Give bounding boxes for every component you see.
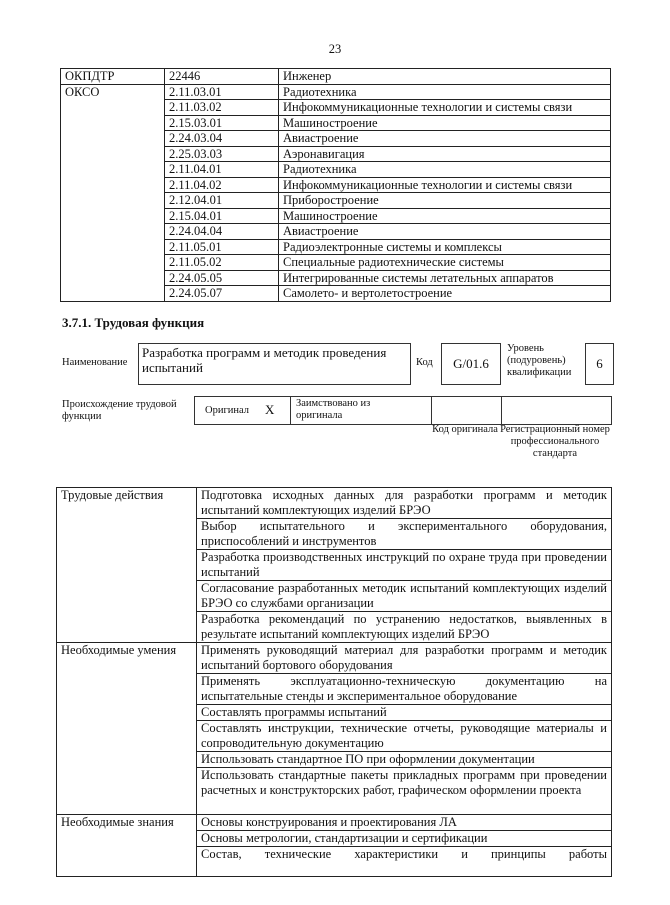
classifier-title: Авиастроение xyxy=(279,131,611,147)
classifier-name xyxy=(61,193,165,209)
skill-row xyxy=(57,643,612,674)
classifier-name xyxy=(61,100,165,116)
knowledge-item-row xyxy=(57,815,612,831)
classifier-code: 2.24.04.04 xyxy=(165,224,279,240)
classifier-row xyxy=(61,162,611,178)
origin-row xyxy=(194,396,612,425)
labor-action: Согласование разработанных методик испытаний комплектующих изделий БРЭО со службами организации xyxy=(197,581,612,612)
labor-action: Разработка производственных инструкций по охране труда при проведении испытаний xyxy=(197,550,612,581)
classifier-row xyxy=(61,270,611,286)
classifier-name xyxy=(61,146,165,162)
classifier-row xyxy=(61,286,611,302)
details-table xyxy=(56,487,612,877)
skill: Использовать стандартные пакеты прикладных программ при проведении расчетных и конструкторских работ, графическом оформлении проекта xyxy=(197,768,612,815)
classifier-code: 2.15.03.01 xyxy=(165,115,279,131)
details-container xyxy=(56,487,616,861)
classifier-code: 2.24.05.05 xyxy=(165,270,279,286)
classifier-title: Радиотехника xyxy=(279,162,611,178)
classifier-row xyxy=(61,131,611,147)
classifier-row xyxy=(61,224,611,240)
classifier-row xyxy=(61,255,611,271)
classifier-name xyxy=(61,208,165,224)
classifier-title: Интегрированные системы летательных аппаратов xyxy=(279,270,611,286)
classifier-title: Приборостроение xyxy=(279,193,611,209)
classifier-title: Инфокоммуникационные технологии и системы связи xyxy=(279,100,611,116)
actions-label: Трудовые действия xyxy=(57,488,197,643)
classifier-code: 2.11.04.01 xyxy=(165,162,279,178)
classifier-title: Инженер xyxy=(279,69,611,85)
borrowed-label: Заимствовано из оригинала xyxy=(296,398,371,421)
level-value: 6 xyxy=(585,343,614,385)
registration-number-caption: Регистрационный номер профессионального стандарта xyxy=(500,424,610,459)
classifier-title: Самолето- и вертолетостроение xyxy=(279,286,611,302)
classifier-row xyxy=(61,239,611,255)
function-code-value: G/01.6 xyxy=(441,343,501,385)
original-code-caption: Код оригинала xyxy=(432,424,498,435)
classifier-name xyxy=(61,224,165,240)
skill: Применять руководящий материал для разработки программ и методик испытаний бортового оборудования xyxy=(197,643,612,674)
classifier-code: 2.11.03.02 xyxy=(165,100,279,116)
classifier-row xyxy=(61,146,611,162)
classifier-title: Специальные радиотехнические системы xyxy=(279,255,611,271)
classifier-code: 2.24.05.07 xyxy=(165,286,279,302)
knowledge-item: Состав, технические характеристики и принципы работы xyxy=(197,847,612,877)
classifier-name xyxy=(61,270,165,286)
skill: Применять эксплуатационно-техническую документацию на испытательные стенды и экспериментальное оборудование xyxy=(197,674,612,705)
classifier-name xyxy=(61,162,165,178)
name-label: Наименование xyxy=(62,357,128,368)
classifier-code: 2.11.05.01 xyxy=(165,239,279,255)
skill: Использовать стандартное ПО при оформлении документации xyxy=(197,752,612,768)
classifier-row xyxy=(61,100,611,116)
original-mark: X xyxy=(265,402,275,417)
level-label: Уровень (подуровень) квалификации xyxy=(507,343,572,378)
knowledge-label: Необходимые знания xyxy=(57,815,197,877)
section-heading: 3.7.1. Трудовая функция xyxy=(62,315,205,330)
classifier-code: 2.11.05.02 xyxy=(165,255,279,271)
classifier-row xyxy=(61,84,611,100)
classifier-code: 22446 xyxy=(165,69,279,85)
knowledge-item: Основы метрологии, стандартизации и сертификации xyxy=(197,831,612,847)
classifier-code: 2.12.04.01 xyxy=(165,193,279,209)
classifier-row xyxy=(61,177,611,193)
origin-label: Происхождение трудовой функции xyxy=(62,399,177,422)
classifier-code: 2.11.04.02 xyxy=(165,177,279,193)
labor-action: Подготовка исходных данных для разработки программ и методик испытаний комплектующих изделий БРЭО xyxy=(197,488,612,519)
classifier-name xyxy=(61,255,165,271)
classifier-title: Аэронавигация xyxy=(279,146,611,162)
function-name-value: Разработка программ и методик проведения испытаний xyxy=(138,343,411,385)
classifier-code: 2.25.03.03 xyxy=(165,146,279,162)
classifier-title: Радиоэлектронные системы и комплексы xyxy=(279,239,611,255)
labor-action: Разработка рекомендаций по устранению недостатков, выявленных в результате испытаний комплектующих изделий БРЭО xyxy=(197,612,612,643)
classifier-row xyxy=(61,208,611,224)
code-label: Код xyxy=(416,357,433,368)
classifier-name: ОКПДТР xyxy=(61,69,165,85)
knowledge-item: Основы конструирования и проектирования ЛА xyxy=(197,815,612,831)
classifier-code: 2.11.03.01 xyxy=(165,84,279,100)
classifier-title: Радиотехника xyxy=(279,84,611,100)
classifier-name xyxy=(61,177,165,193)
classifier-name xyxy=(61,239,165,255)
skill: Составлять инструкции, технические отчеты, руководящие материалы и сопроводительную документацию xyxy=(197,721,612,752)
skill: Составлять программы испытаний xyxy=(197,705,612,721)
classifier-row xyxy=(61,69,611,85)
classifier-row xyxy=(61,115,611,131)
classifier-title: Машиностроение xyxy=(279,208,611,224)
original-label: Оригинал xyxy=(205,405,249,416)
classifier-title: Машиностроение xyxy=(279,115,611,131)
page-number: 23 xyxy=(328,42,342,56)
classifier-name xyxy=(61,131,165,147)
classifier-row xyxy=(61,193,611,209)
classifier-code: 2.15.04.01 xyxy=(165,208,279,224)
labor-action-row xyxy=(57,488,612,519)
classifier-code: 2.24.03.04 xyxy=(165,131,279,147)
labor-action: Выбор испытательного и экспериментального оборудования, приспособлений и инструментов xyxy=(197,519,612,550)
classifier-name: ОКСО xyxy=(61,84,165,100)
classifier-title: Авиастроение xyxy=(279,224,611,240)
classifier-table xyxy=(60,68,611,302)
classifier-title: Инфокоммуникационные технологии и системы связи xyxy=(279,177,611,193)
classifier-name xyxy=(61,115,165,131)
classifier-name xyxy=(61,286,165,302)
skills-label: Необходимые умения xyxy=(57,643,197,815)
